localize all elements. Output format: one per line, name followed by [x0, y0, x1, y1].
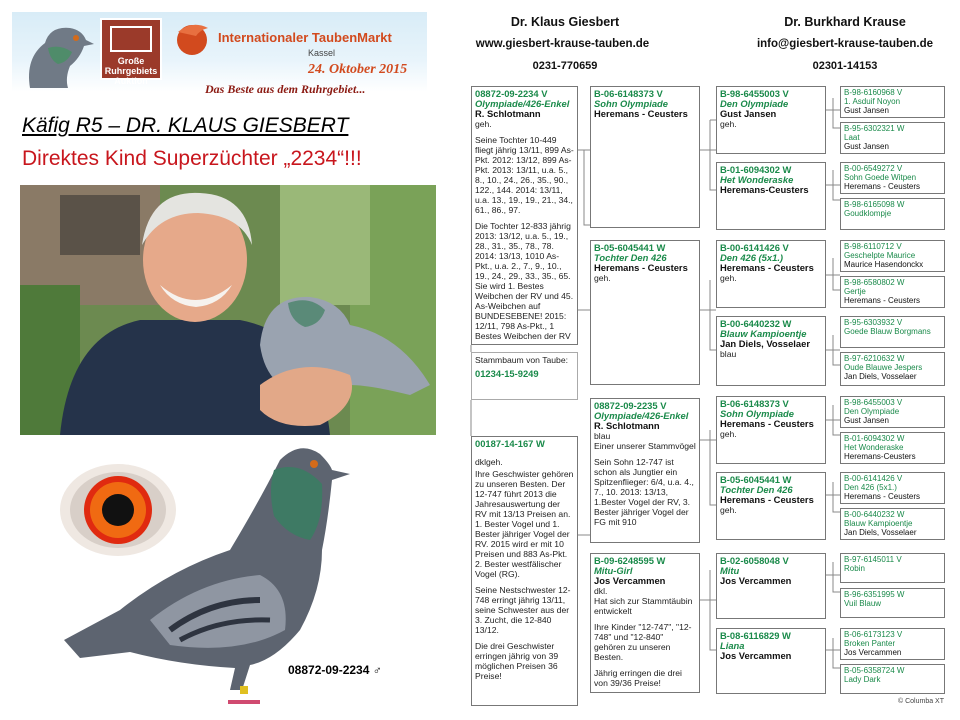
- gen2-ring: B-05-6045441 W: [594, 242, 666, 253]
- gen4-ring: B-96-6351995 W: [844, 590, 905, 599]
- market-title: Internationaler TaubenMarkt: [218, 30, 392, 45]
- gen3-name: Blauw Kampioentje: [720, 328, 807, 339]
- gen4-ring: B-98-6160968 V: [844, 88, 903, 97]
- gen4-name: Blauw Kampioentje: [844, 519, 913, 529]
- gen4-owner: Heremans - Ceusters: [844, 296, 921, 306]
- gen4-name: Het Wonderaske: [844, 443, 904, 453]
- gen2-notes: Hat sich zur Stammtäubin entwickelt: [594, 596, 693, 616]
- gen3-box-5[interactable]: [716, 396, 826, 464]
- gen3-box-1[interactable]: [716, 86, 826, 154]
- gen2-box-1[interactable]: [590, 86, 700, 228]
- gen4-name: Lady Dark: [844, 675, 881, 685]
- sire-notes-2: Die Tochter 12-833 jährig 2013: 13/12, u.a. 5., 19., 28., 31., 35., 78., 78. 2014: 13/13, 1010 As-Pkt., u.a. 2., 7., 9., 10., 19., 24., 29., 33., 35., 65. Sie wird 1. Bestes Weibchen der RV und 45. As-Weibchen auf BUNDESEBENE! 2015: 12/11, 798 As-Pkt., 1 Bestes Weibchen der RV: [475, 221, 574, 341]
- gen4-ring: B-05-6358724 W: [844, 666, 905, 675]
- gen4-owner: Jan Diels, Vosselaer: [844, 372, 917, 382]
- gen3-owner: Heremans - Ceusters: [720, 418, 814, 429]
- gen3-owner: Heremans-Ceusters: [720, 184, 809, 195]
- gen4-name: Goudklompje: [844, 209, 892, 219]
- gen4-ring: B-01-6094302 W: [844, 434, 905, 443]
- gen3-ring: B-05-6045441 W: [720, 474, 792, 485]
- gen3-color: geh.: [720, 429, 737, 439]
- gen4-ring: B-97-6210632 W: [844, 354, 905, 363]
- gen4-box-1[interactable]: [840, 86, 945, 118]
- gen3-box-2[interactable]: [716, 162, 826, 230]
- dam-notes-3: Die drei Geschwister erringen jährig von 39 möglichen Preisen 36 Preise!: [475, 641, 559, 681]
- gen4-ring: B-98-6110712 V: [844, 242, 902, 251]
- dam-notes: Ihre Geschwister gehören zu unseren Besten. Der 12-747 führt 2013 die Jahresauswertung der RV mit 13/13 Preisen an. 1. Bester Vogel und 1. Bester jähriger Vogel der RV. 2015 wird er mit 10 Preisen und 883 As-Pkt. 2. Bester westfälischer Vogel (RG).: [475, 469, 574, 579]
- gen4-box-11[interactable]: [840, 472, 945, 504]
- gen3-name: Sohn Olympiade: [720, 408, 794, 419]
- breeder-right-phone: 02301-14153: [812, 60, 878, 72]
- gen4-box-5[interactable]: [840, 240, 945, 272]
- gen4-box-3[interactable]: [840, 162, 945, 194]
- gen2-color: blau: [594, 431, 611, 441]
- gen2-name: Mitu-Girl: [594, 565, 633, 576]
- website-link[interactable]: www.giesbert-krause-tauben.de: [475, 38, 650, 50]
- breeder-right-name: Dr. Burkhard Krause: [784, 15, 906, 29]
- stammbaum-ring: 01234-15-9249: [475, 368, 539, 379]
- gen3-box-7[interactable]: [716, 553, 826, 619]
- gen3-color: geh.: [720, 119, 737, 129]
- gen2-box-2[interactable]: [590, 240, 700, 385]
- gen3-owner: Jos Vercammen: [720, 575, 792, 586]
- gen4-name: Gertje: [844, 287, 866, 297]
- gen2-owner: Heremans - Ceusters: [594, 262, 688, 273]
- gen2-name: Olympiade/426-Enkel: [594, 410, 689, 421]
- gen4-name: 1. Asduif Noyon: [844, 97, 901, 107]
- gen2-color: dkl.: [594, 586, 608, 596]
- gen3-name: Den 426 (5x1.): [720, 252, 784, 263]
- gen4-box-10[interactable]: [840, 432, 945, 464]
- gen4-owner: Gust Jansen: [844, 142, 889, 152]
- gen4-name: Den 426 (5x1.): [844, 483, 897, 493]
- gen3-color: blau: [720, 349, 737, 359]
- market-city: Kassel: [308, 48, 336, 58]
- gen4-owner: Heremans - Ceusters: [844, 492, 921, 502]
- gen4-name: Oude Blauwe Jespers: [844, 363, 923, 373]
- gen4-ring: B-95-6302321 W: [844, 124, 905, 133]
- gen4-name: Geschelpte Maurice: [844, 251, 916, 261]
- gen4-ring: B-06-6173123 V: [844, 630, 903, 639]
- gen3-owner: Jos Vercammen: [720, 650, 792, 661]
- gen2-box-4[interactable]: [590, 553, 700, 693]
- gen4-box-12[interactable]: [840, 508, 945, 540]
- gen2-notes-2: Ihre Kinder "12-747", "12-748" und "12-840" gehören zu unseren Besten.: [594, 622, 692, 662]
- gen3-ring: B-00-6141426 V: [720, 242, 789, 253]
- dam-color: dklgeh.: [475, 457, 503, 467]
- gen3-owner: Heremans - Ceusters: [720, 262, 814, 273]
- gen2-ring: 08872-09-2235 V: [594, 400, 667, 411]
- gen4-box-16[interactable]: [840, 664, 945, 694]
- claim-text: Direktes Kind Superzüchter „2234“!!!: [22, 147, 362, 170]
- gen4-owner: Gust Jansen: [844, 416, 889, 426]
- gen4-name: Den Olympiade: [844, 407, 900, 417]
- gen3-box-3[interactable]: [716, 240, 826, 308]
- sire-ring: 08872-09-2234 V: [475, 88, 548, 99]
- copyright-text: © Columba XT: [898, 698, 945, 705]
- gen2-color: geh.: [594, 273, 611, 283]
- sire-owner: R. Schlotmann: [475, 108, 541, 119]
- gen3-ring: B-02-6058048 V: [720, 555, 789, 566]
- gen3-owner: Gust Jansen: [720, 108, 777, 119]
- gen2-name: Tochter Den 426: [594, 252, 667, 263]
- stammbaum-label: Stammbaum von Taube:: [475, 355, 568, 365]
- gen3-name: Tochter Den 426: [720, 484, 793, 495]
- email-link[interactable]: info@giesbert-krause-tauben.de: [756, 38, 934, 50]
- dam-notes-2: Seine Nestschwester 12-748 erringt jährig 13/11, seine Schwester aus der 3. Zucht, die 12-840 13/12.: [475, 585, 571, 635]
- dam-ring: 00187-14-167 W: [475, 438, 545, 449]
- gen4-owner: Heremans-Ceusters: [844, 452, 916, 462]
- gen2-name: Sohn Olympiade: [594, 98, 668, 109]
- gen3-owner: Jan Diels, Vosselaer: [720, 338, 810, 349]
- gen4-ring: B-98-6580802 W: [844, 278, 905, 287]
- gen3-ring: B-06-6148373 V: [720, 398, 789, 409]
- gen3-name: Liana: [720, 640, 745, 651]
- gen3-name: Mitu: [720, 565, 740, 576]
- gen3-owner: Heremans - Ceusters: [720, 494, 814, 505]
- gen2-owner: Jos Vercammen: [594, 575, 666, 586]
- gen4-ring: B-00-6440232 W: [844, 510, 905, 519]
- gen4-name: Sohn Goede Witpen: [844, 173, 917, 183]
- gen4-box-7[interactable]: [840, 316, 945, 348]
- sire-box[interactable]: [471, 86, 578, 345]
- gen3-ring: B-98-6455003 V: [720, 88, 789, 99]
- gen4-ring: B-98-6455003 V: [844, 398, 903, 407]
- gen4-ring: B-00-6141426 V: [844, 474, 903, 483]
- gen4-box-8[interactable]: [840, 352, 945, 386]
- gen4-box-4[interactable]: [840, 198, 945, 230]
- sire-name: Olympiade/426-Enkel: [475, 98, 570, 109]
- gen3-name: Het Wonderaske: [720, 174, 794, 185]
- gen4-owner: Jan Diels, Vosselaer: [844, 528, 917, 538]
- breeder-left-name: Dr. Klaus Giesbert: [510, 15, 620, 29]
- gen4-box-9[interactable]: [840, 396, 945, 428]
- gen3-box-4[interactable]: [716, 316, 826, 386]
- gen3-ring: B-08-6116829 W: [720, 630, 791, 641]
- stammbaum-box: [471, 352, 578, 400]
- gen4-name: Laat: [844, 133, 860, 143]
- cage-title: Käfig R5 – DR. KLAUS GIESBERT: [22, 114, 349, 137]
- gen2-notes: Einer unserer Stammvögel: [594, 441, 696, 451]
- gen4-name: Goede Blauw Borgmans: [844, 327, 931, 337]
- gen2-notes-3: Jährig erringen die drei von 39/36 Preise!: [594, 668, 682, 688]
- gen4-box-13[interactable]: [840, 553, 945, 583]
- gen4-owner: Jos Vercammen: [844, 648, 902, 658]
- gen3-color: geh.: [720, 273, 737, 283]
- gen2-ring: B-09-6248595 W: [594, 555, 666, 566]
- gen3-name: Den Olympiade: [720, 98, 789, 109]
- gen4-owner: Maurice Hasendonckx: [844, 260, 924, 270]
- gen4-box-14[interactable]: [840, 588, 945, 618]
- gen4-box-2[interactable]: [840, 122, 945, 154]
- gen2-box-3[interactable]: [590, 398, 700, 543]
- gen4-owner: Gust Jansen: [844, 106, 889, 116]
- gen4-ring: B-95-6303932 V: [844, 318, 903, 327]
- gen4-name: Vuil Blauw: [844, 599, 882, 609]
- banner-subtitle: Das Beste aus dem Ruhrgebiet...: [205, 82, 366, 96]
- logo-text: Große Ruhrgebiets Auktion: [104, 56, 158, 86]
- gen4-name: Robin: [844, 564, 865, 574]
- sire-color: geh.: [475, 119, 492, 129]
- gen2-owner: Heremans - Ceusters: [594, 108, 688, 119]
- gen4-name: Broken Panter: [844, 639, 896, 649]
- gen4-owner: Heremans - Ceusters: [844, 182, 921, 192]
- gen3-box-8[interactable]: [716, 628, 826, 694]
- gen4-ring: B-98-6165098 W: [844, 200, 905, 209]
- gen2-ring: B-06-6148373 V: [594, 88, 663, 99]
- gen4-box-6[interactable]: [840, 276, 945, 308]
- dam-box[interactable]: [471, 436, 578, 706]
- gen4-ring: B-97-6145011 V: [844, 555, 902, 564]
- gen3-ring: B-01-6094302 W: [720, 164, 792, 175]
- gen4-box-15[interactable]: [840, 628, 945, 660]
- sire-notes: Seine Tochter 10-449 fliegt jährig 13/11, 899 As-Pkt. 2012: 13/12, 899 As-Pkt. 2013: 13/11, u.a. 5., 8., 10., 24., 26., 35., 90., 122., 144. 2014: 13/11, u.a. 13., 19., 19., 21., 34., 61., 86., 97.: [475, 135, 574, 215]
- gen3-box-6[interactable]: [716, 472, 826, 540]
- market-date: 24. Oktober 2015: [308, 62, 408, 77]
- gen4-ring: B-00-6549272 V: [844, 164, 903, 173]
- gen3-ring: B-00-6440232 W: [720, 318, 792, 329]
- gen2-owner: R. Schlotmann: [594, 420, 660, 431]
- gen3-color: geh.: [720, 505, 737, 515]
- gen2-notes-2: Sein Sohn 12-747 ist schon als Jungtier ein Spitzenflieger: 6/4, u.a. 4., 7., 10. 2013: 13/13, 1.Bester Vogel der RV, 3. Bester jähriger Vogel der FG mit 910: [594, 457, 694, 527]
- ring-number: 08872-09-2234 ♂: [288, 663, 382, 677]
- breeder-left-phone: 0231-770659: [532, 60, 598, 72]
